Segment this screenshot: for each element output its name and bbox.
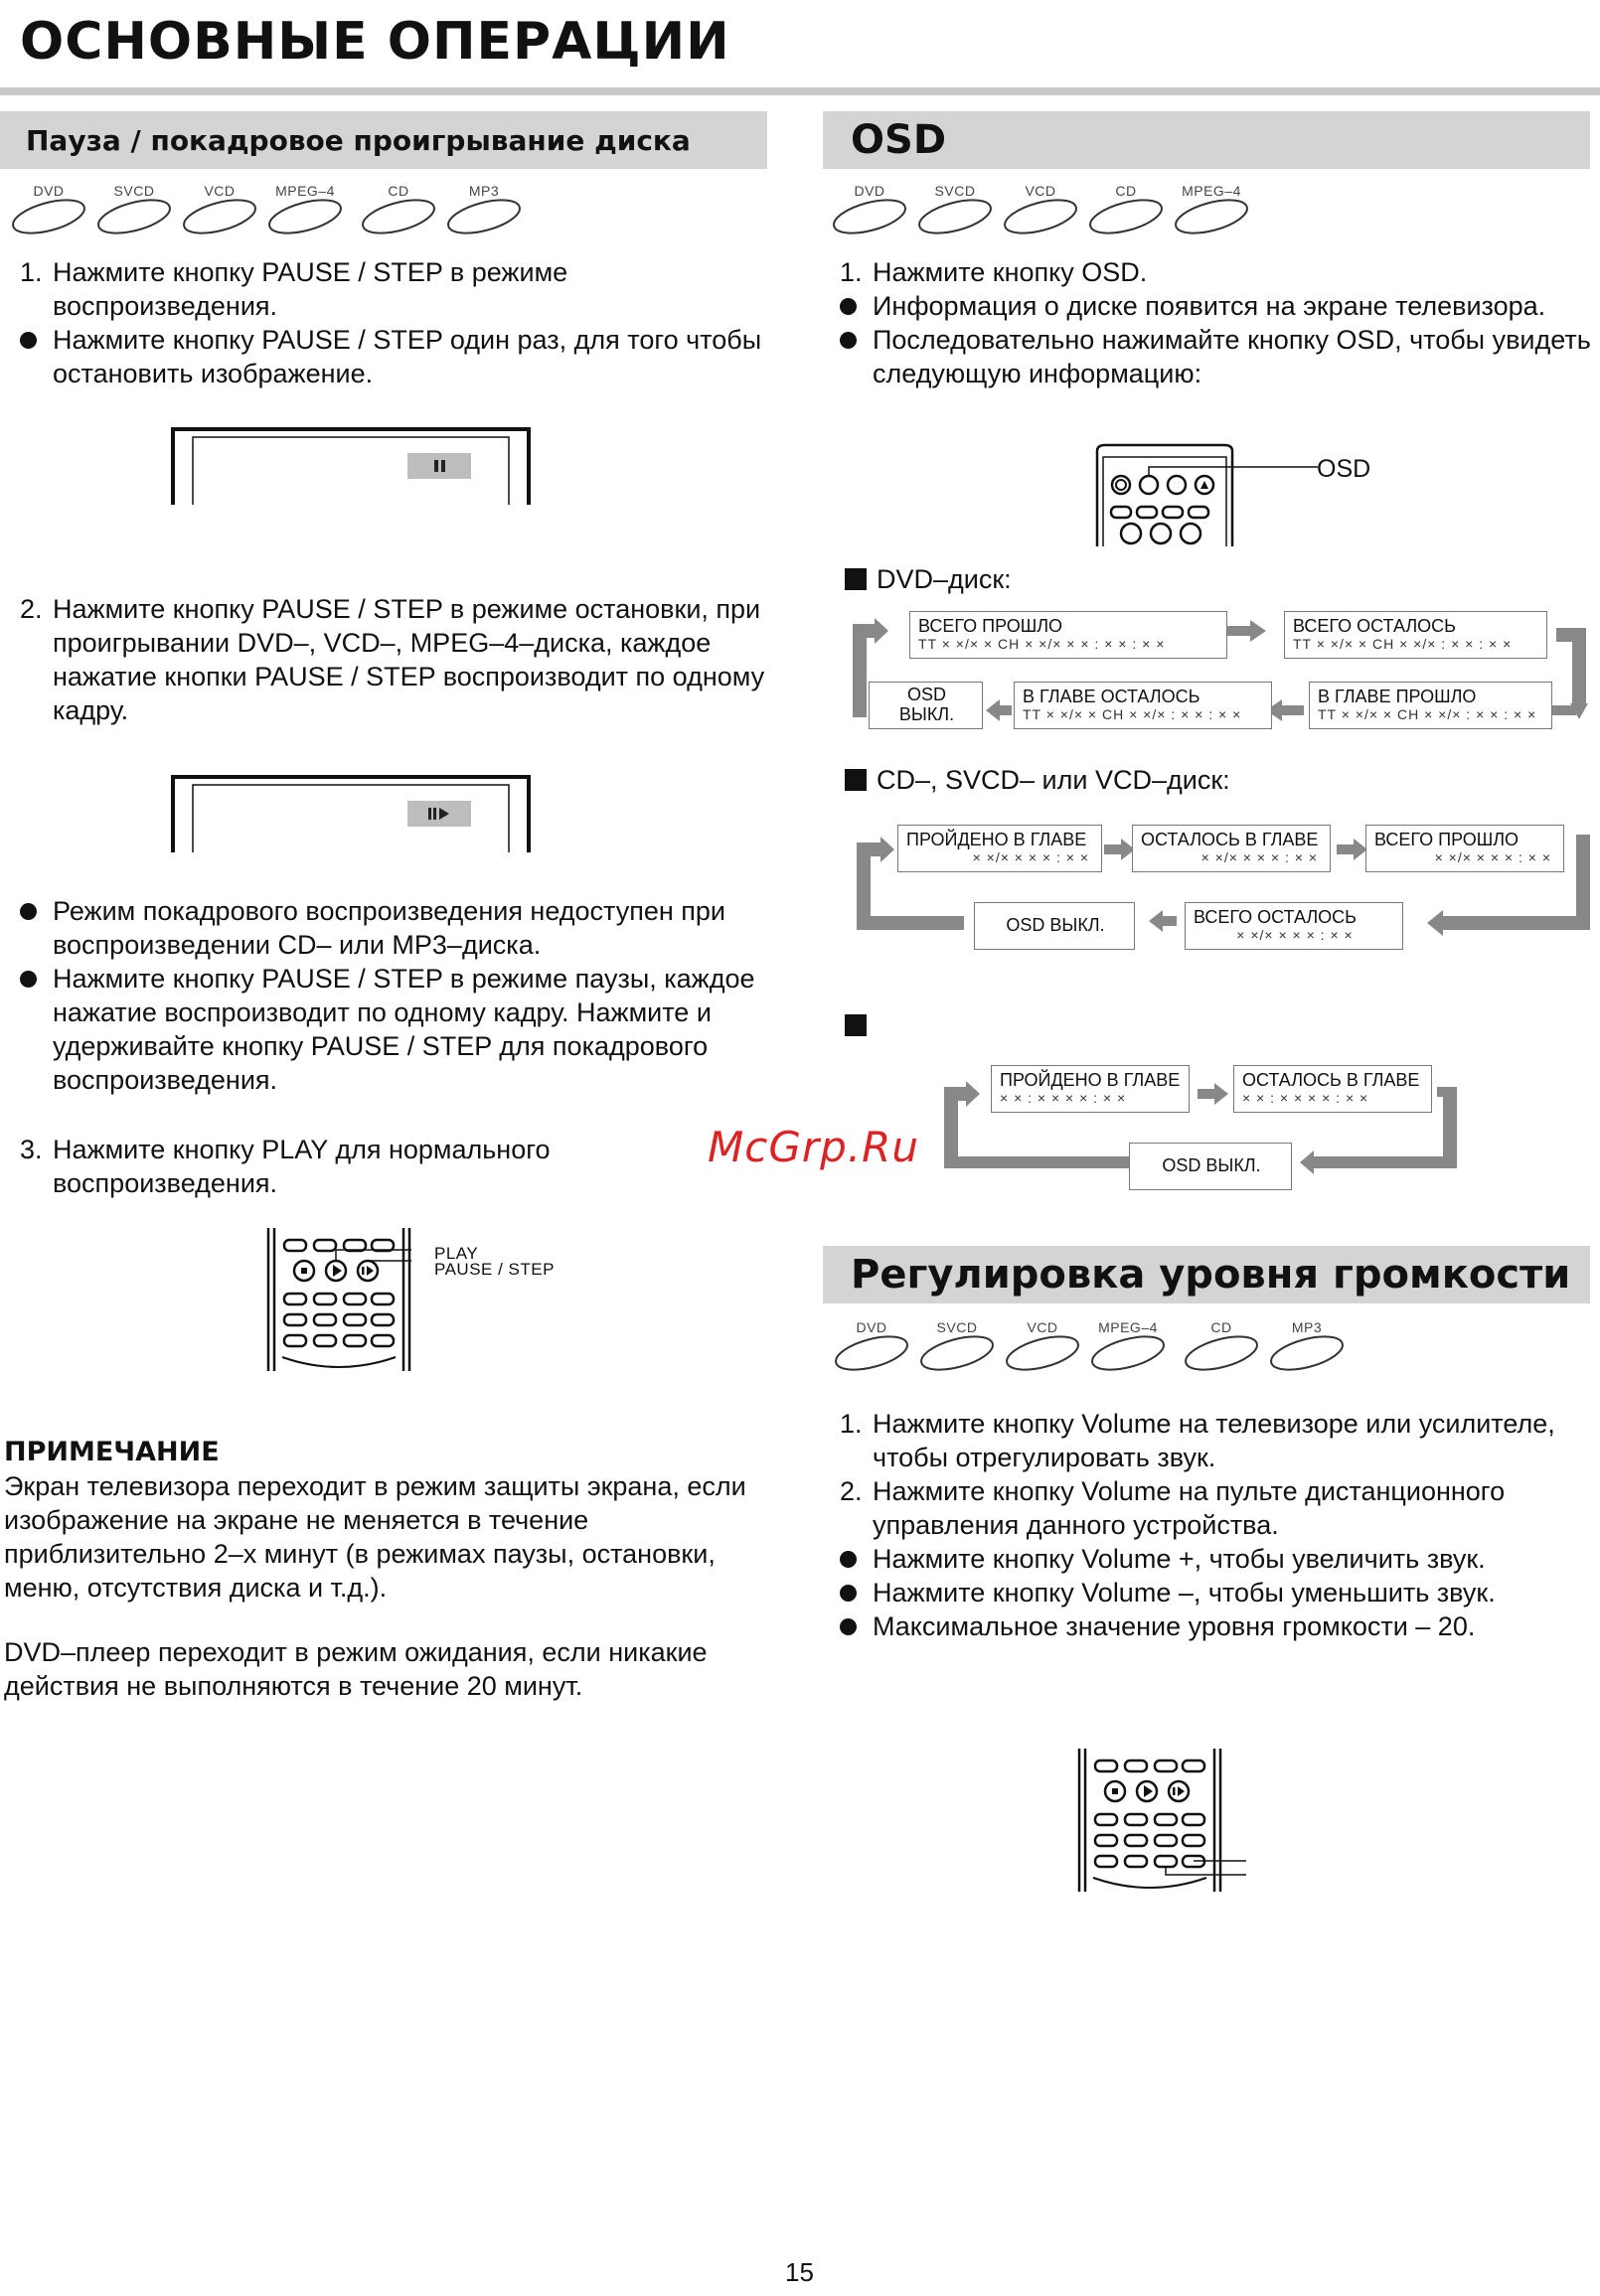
disc-label: DVD: [33, 183, 65, 199]
disc-icon-svcd: [916, 183, 994, 236]
box-title: ПРОЙДЕНО В ГЛАВЕ: [906, 830, 1087, 849]
step-text: Нажмите кнопку Volume на телевизоре или усилителе, чтобы отрегулировать звук.: [873, 1409, 1555, 1472]
box-title: В ГЛАВЕ ОСТАЛОСЬ: [1023, 687, 1200, 706]
osd-button-label: OSD: [1317, 455, 1371, 483]
disc-icon-svcd: [918, 1319, 996, 1373]
step-text: Нажмите кнопку PLAY для нормального воспроизведения.: [53, 1135, 551, 1198]
bullet-text: Нажмите кнопку PAUSE / STEP один раз, для того чтобы остановить изображение.: [53, 325, 762, 388]
box-title: ВСЕГО ПРОШЛО: [1374, 830, 1520, 849]
volume-heading-text: Регулировка уровня громкости: [851, 1252, 1571, 1298]
pause-step-1: [20, 255, 765, 390]
pause-step-2: [20, 592, 770, 727]
box-title: В ГЛАВЕ ПРОШЛО: [1318, 687, 1477, 706]
box-value: TT × ×/× × CH × ×/× : × × : × ×: [1023, 706, 1242, 722]
bullet-dot: [840, 1618, 857, 1635]
box-title: ВСЕГО ОСТАЛОСЬ: [1194, 907, 1357, 927]
bullet-text: Нажмите кнопку PAUSE / STEP в режиме паузы, каждое нажатие воспроизводит по одному кадру. Нажмите и удерживайте кнопку PAUSE / STEP для покадрового воспроизведения.: [53, 964, 755, 1095]
box-value: × × : × × × × : × ×: [1000, 1090, 1127, 1106]
disc-icon-mp3: [1268, 1319, 1346, 1373]
box-title: ОСТАЛОСЬ В ГЛАВЕ: [1242, 1070, 1420, 1090]
disc-label: SVCD: [113, 183, 155, 199]
bullet-text: Максимальное значение уровня громкости – 20.: [873, 1611, 1476, 1641]
bullet-dot: [840, 332, 857, 349]
dvd-total-remaining-box: [1284, 611, 1547, 659]
disc-icon-dvd: [10, 183, 87, 236]
disc-icon-mpeg4: [266, 183, 344, 236]
cd-osd-off-box: [974, 902, 1135, 950]
bullet-dot: [840, 1551, 857, 1568]
remote-control-osd-illustration: [1091, 443, 1320, 548]
section-square-marker: [845, 769, 867, 791]
pause-disc-icons: [10, 183, 523, 236]
disc-icon-vcd: [1004, 1319, 1081, 1373]
cd-chapter-elapsed-box: [897, 825, 1102, 872]
box-title: ВСЕГО ПРОШЛО: [918, 616, 1063, 636]
box-title: OSD ВЫКЛ.: [1006, 915, 1105, 935]
box-value: × × : × × × × : × ×: [1242, 1090, 1369, 1106]
cd-label-text: CD–, SVCD– или VCD–диск:: [877, 765, 1230, 795]
mp3-chapter-remaining-box: [1233, 1065, 1432, 1113]
bullet-text: Режим покадрового воспроизведения недоступен при воспроизведении CD– или MP3–диска.: [53, 896, 725, 960]
step-text: Нажмите кнопку PAUSE / STEP в режиме остановки, при проигрывании DVD–, VCD–, MPEG–4–диска, каждое нажатие кнопки PAUSE / STEP воспроизводит по одному кадру.: [53, 594, 765, 725]
dvd-chapter-remaining-box: [1014, 682, 1272, 729]
disc-label: VCD: [1025, 183, 1056, 199]
pause-bullets: [20, 894, 775, 1097]
mp3-flow-label: [845, 1008, 877, 1042]
disc-icon-dvd: [831, 183, 908, 236]
step-number: 1.: [20, 257, 43, 287]
box-value: TT × ×/× × CH × ×/× : × × : × ×: [1293, 636, 1513, 652]
box-title: ВСЕГО ОСТАЛОСЬ: [1293, 616, 1456, 636]
pause-step-3: [20, 1133, 656, 1200]
dvd-chapter-elapsed-box: [1309, 682, 1552, 729]
box-value: TT × ×/× × CH × ×/× : × × : × ×: [1318, 706, 1537, 722]
disc-label: MPEG–4: [1182, 183, 1241, 199]
disc-label: CD: [1115, 183, 1137, 199]
step-number: 2.: [840, 1476, 863, 1506]
bullet-dot: [840, 1585, 857, 1602]
step-number: 2.: [20, 594, 43, 624]
remote-control-play-illustration: [264, 1228, 413, 1375]
disc-label: VCD: [204, 183, 236, 199]
mp3-chapter-elapsed-box: [991, 1065, 1190, 1113]
tv-screen-pause-illustration: [169, 425, 533, 507]
mp3-osd-off-box: [1129, 1143, 1292, 1190]
disc-label: SVCD: [936, 1319, 978, 1335]
bullet-dot: [840, 298, 857, 315]
disc-label: CD: [1210, 1319, 1232, 1335]
disc-icon-vcd: [1002, 183, 1079, 236]
step-number: 1.: [840, 1409, 863, 1439]
bullet-text: Нажмите кнопку Volume +, чтобы увеличить звук.: [873, 1544, 1486, 1574]
bullet-text: Информация о диске появится на экране телевизора.: [873, 291, 1546, 321]
box-value: × ×/× × × × : × ×: [1236, 927, 1354, 943]
disc-label: MPEG–4: [275, 183, 335, 199]
bullet-text: Последовательно нажимайте кнопку OSD, чтобы увидеть следующую информацию:: [873, 325, 1591, 388]
box-title: OSD ВЫКЛ.: [898, 685, 955, 724]
disc-icon-mpeg4: [1089, 1319, 1167, 1373]
disc-icon-mpeg4: [1173, 183, 1250, 236]
dvd-osd-off-box: [869, 682, 983, 729]
step-number: 1.: [840, 257, 863, 287]
note-paragraph-1: Экран телевизора переходит в режим защиты экрана, если изображение на экране не меняется в течение приблизительно 2–х минут (в режимах паузы, остановки, меню, отсутствия диска и т.д.).: [4, 1471, 746, 1603]
title-divider: [0, 87, 1600, 95]
note-title: ПРИМЕЧАНИЕ: [4, 1437, 220, 1467]
pause-step-button-label: PAUSE / STEP: [434, 1260, 555, 1279]
box-value: × ×/× × × × : × ×: [972, 849, 1089, 865]
cd-total-elapsed-box: [1365, 825, 1564, 872]
box-title: ОСТАЛОСЬ В ГЛАВЕ: [1141, 830, 1319, 849]
play-button-label: PLAY: [434, 1244, 479, 1263]
dvd-label-text: DVD–диск:: [877, 564, 1012, 594]
disc-label: DVD: [856, 1319, 887, 1335]
note-paragraph-2: DVD–плеер переходит в режим ожидания, если никакие действия не выполняются в течение 20 минут.: [4, 1637, 708, 1701]
dvd-flow-label: [845, 562, 1012, 596]
box-title: ПРОЙДЕНО В ГЛАВЕ: [1000, 1070, 1181, 1090]
disc-label: MPEG–4: [1098, 1319, 1158, 1335]
page-title: ОСНОВНЫЕ ОПЕРАЦИИ: [20, 12, 730, 72]
osd-section-heading: [823, 111, 1590, 169]
box-value: × ×/× × × × : × ×: [1434, 849, 1551, 865]
disc-icon-mp3: [445, 183, 523, 236]
cd-chapter-remaining-box: [1132, 825, 1331, 872]
osd-disc-icons: [831, 183, 1250, 236]
disc-icon-cd: [360, 183, 437, 236]
osd-heading-text: OSD: [851, 117, 947, 163]
bullet-dot: [20, 903, 37, 920]
box-value: TT × ×/× × CH × ×/× × × : × × : × ×: [918, 636, 1166, 652]
pause-heading-text: Пауза / покадровое проигрывание диска: [26, 123, 691, 157]
tv-screen-step-illustration: [169, 773, 533, 854]
step-text: Нажмите кнопку OSD.: [873, 257, 1148, 287]
disc-icon-svcd: [95, 183, 173, 236]
section-square-marker: [845, 568, 867, 590]
remote-control-volume-illustration: [1075, 1749, 1249, 1896]
dvd-total-elapsed-box: [909, 611, 1227, 659]
disc-label: SVCD: [934, 183, 976, 199]
section-square-marker: [845, 1014, 867, 1036]
disc-label: MP3: [1291, 1319, 1323, 1335]
disc-label: DVD: [854, 183, 885, 199]
volume-section-heading: [823, 1246, 1590, 1303]
bullet-dot: [20, 971, 37, 988]
disc-icon-cd: [1087, 183, 1165, 236]
box-value: × ×/× × × × : × ×: [1200, 849, 1318, 865]
page-number: 15: [785, 2257, 814, 2287]
disc-icon-cd: [1183, 1319, 1260, 1373]
bullet-dot: [20, 332, 37, 349]
step-text: Нажмите кнопку PAUSE / STEP в режиме воспроизведения.: [53, 257, 568, 321]
volume-steps: [840, 1407, 1595, 1643]
disc-label: VCD: [1027, 1319, 1058, 1335]
box-title: OSD ВЫКЛ.: [1162, 1155, 1261, 1175]
disc-icon-vcd: [181, 183, 258, 236]
volume-disc-icons: [833, 1319, 1346, 1373]
disc-label: CD: [388, 183, 409, 199]
bullet-text: Нажмите кнопку Volume –, чтобы уменьшить звук.: [873, 1578, 1496, 1607]
osd-steps: [840, 255, 1595, 390]
cd-flow-label: [845, 763, 1230, 797]
pause-section-heading: [0, 111, 767, 169]
step-text: Нажмите кнопку Volume на пульте дистанционного управления данного устройства.: [873, 1476, 1506, 1540]
pause-icon: [407, 453, 471, 479]
disc-icon-dvd: [833, 1319, 910, 1373]
disc-label: MP3: [468, 183, 500, 199]
cd-total-remaining-box: [1185, 902, 1403, 950]
watermark: McGrp.Ru: [708, 1123, 919, 1171]
step-number: 3.: [20, 1135, 43, 1164]
